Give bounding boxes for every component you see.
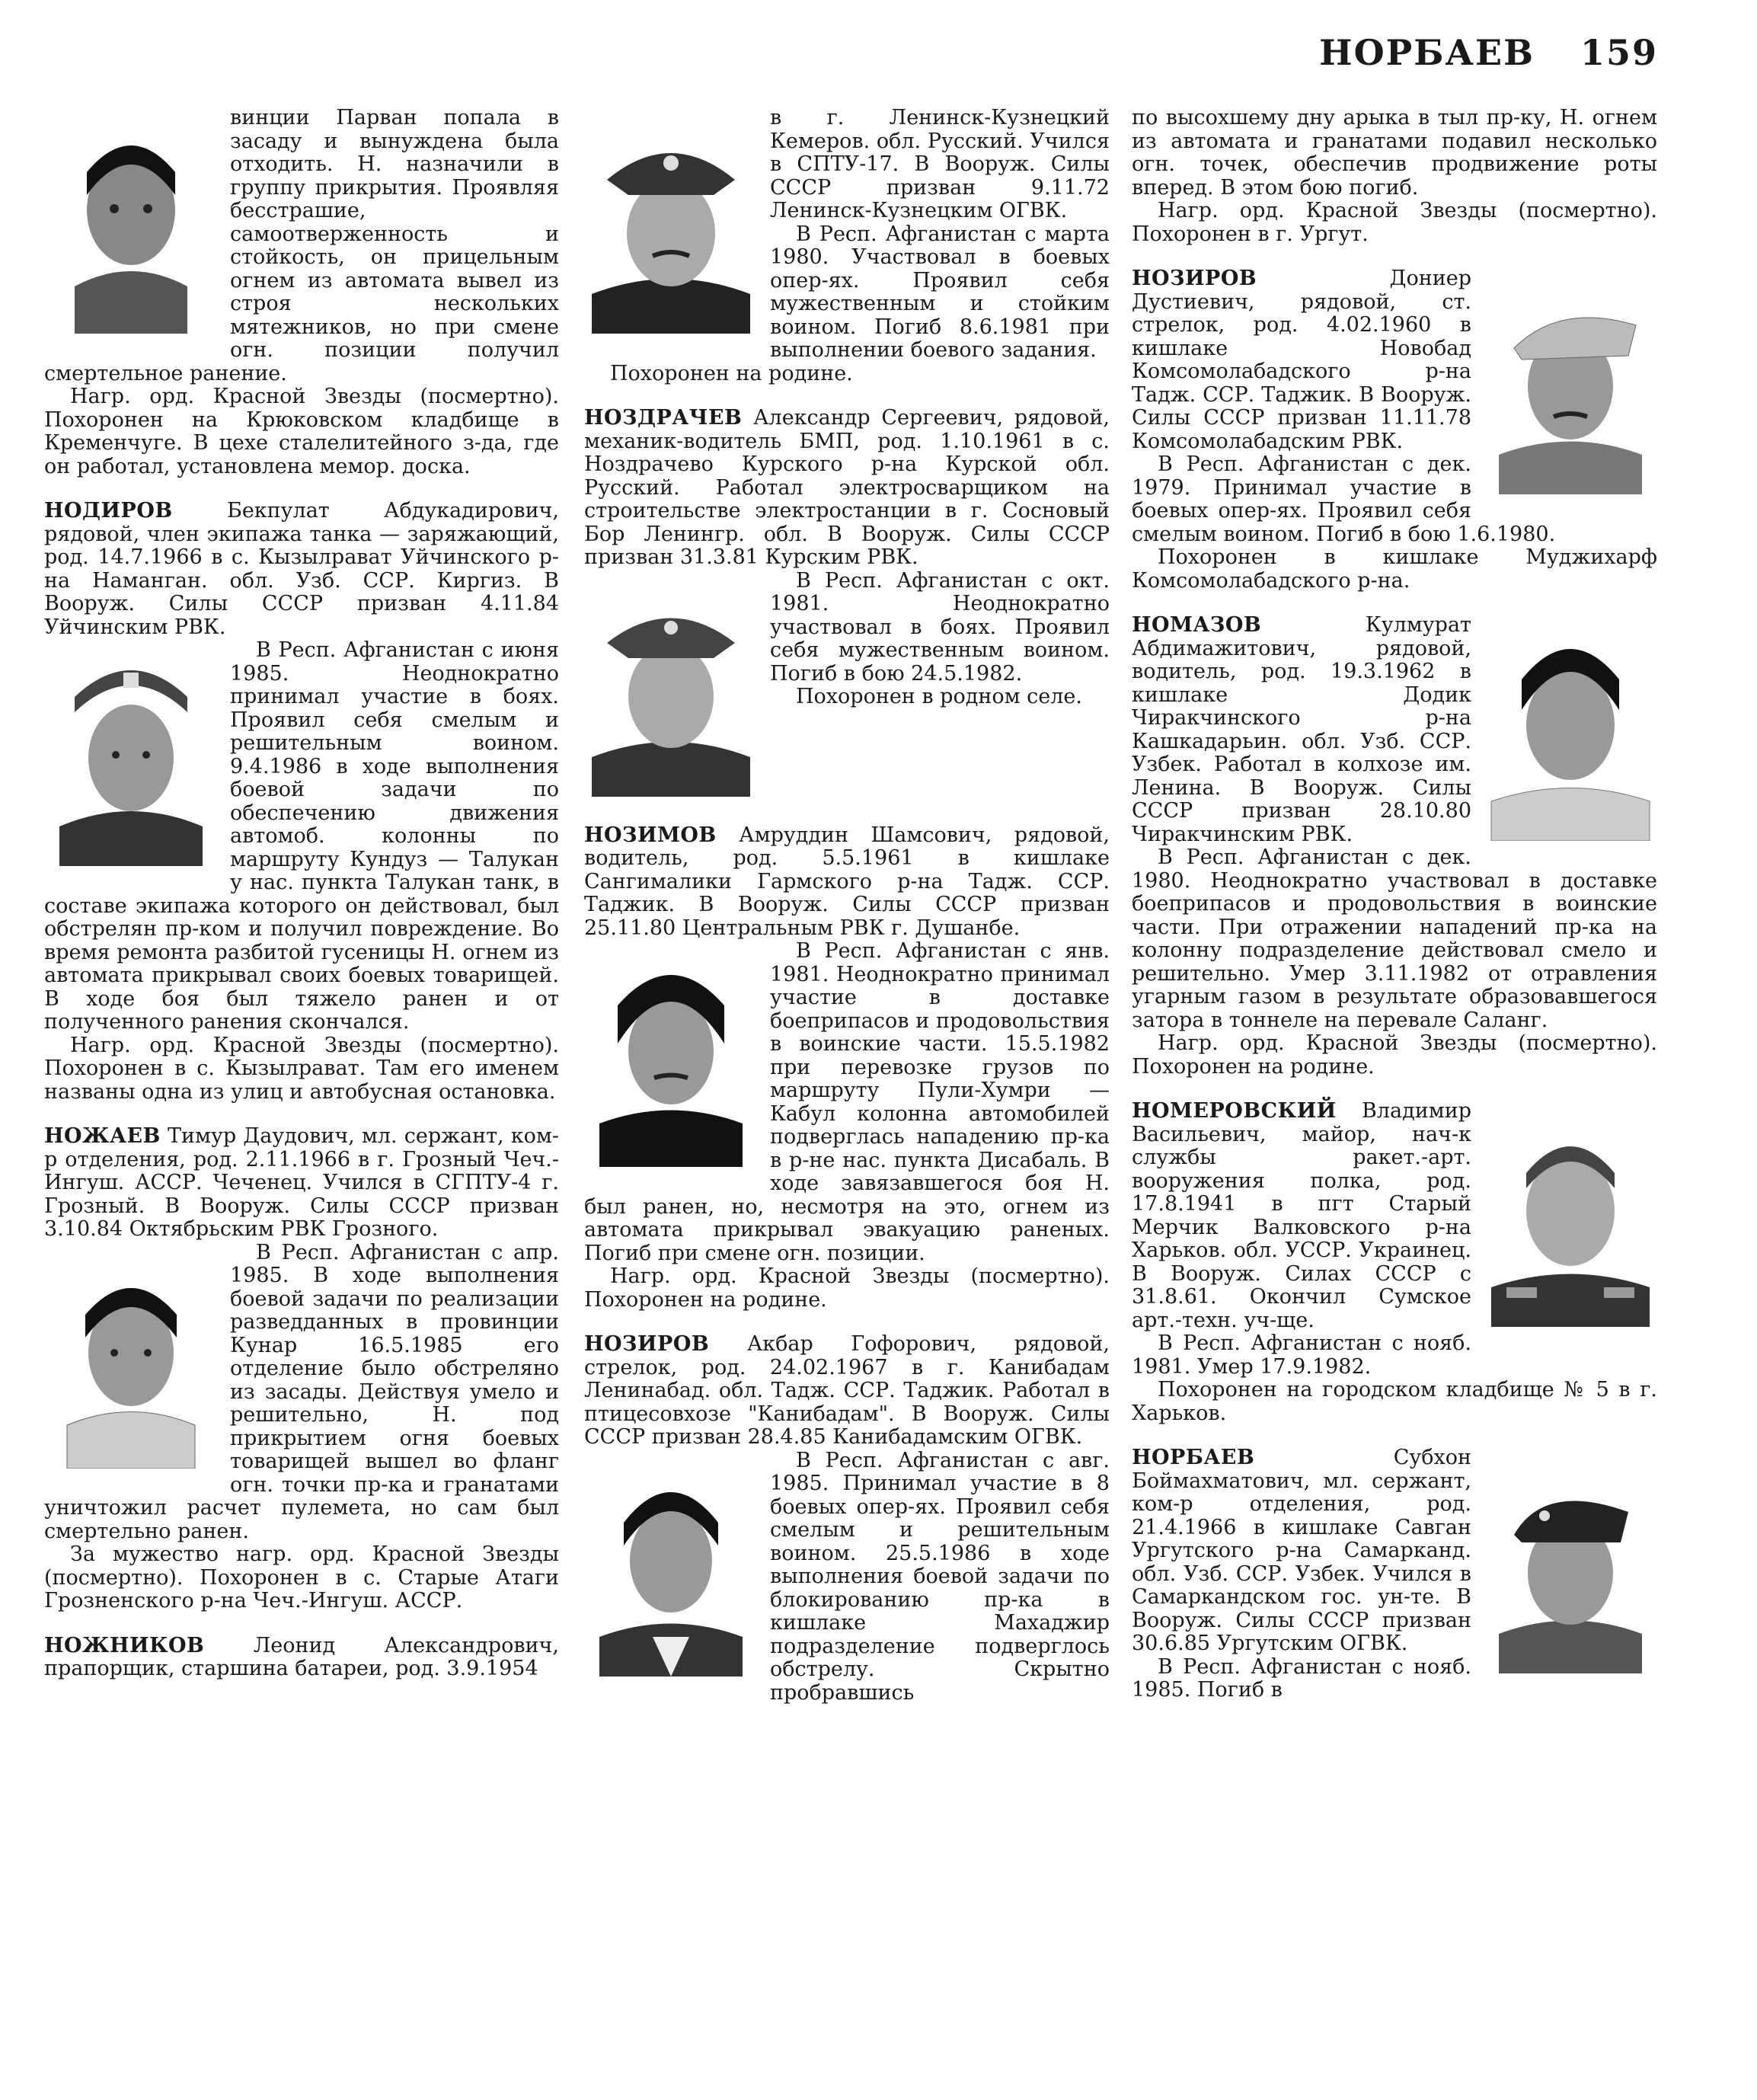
entry-norbaev <box>1132 1446 1657 1702</box>
entry-nozirov-donier <box>1132 267 1657 593</box>
running-header <box>1319 32 1658 78</box>
entry-nozdrachev <box>584 407 1110 803</box>
entry-surname: НОЖАЕВ <box>44 1124 161 1148</box>
entry-text: Нагр. орд. Красной Звезды (посмертно). Похоронен в г. Ургут. <box>1132 199 1657 246</box>
entry-surname: НОЗДРАЧЕВ <box>584 406 743 430</box>
entry-nozhaev <box>44 1125 559 1613</box>
entry-surname: НОМАЗОВ <box>1132 613 1262 637</box>
entry-continuation-leninsk <box>584 107 1110 385</box>
entry-text: в г. Ленинск-Кузнецкий Кемеров. обл. Русский. Учился в СПТУ-17. В Вооруж. Силы СССР призван 9.11.72 Ленинск-Кузнецким ОГВК. <box>770 106 1110 222</box>
entry-text: Нагр. орд. Красной Звезды (посмертно). Похоронен в с. Кызылрават. Там его именем названы одна из улиц и автобусная остановка. <box>44 1033 559 1104</box>
column-3 <box>1132 107 1657 1724</box>
portrait-photo-8 <box>1484 272 1657 494</box>
entry-text: Нагр. орд. Красной Звезды (посмертно). Похоронен на родине. <box>584 1264 1110 1312</box>
entry-text: В Респ. Афганистан с нояб. 1981. Умер 17.9.1982. <box>1132 1331 1471 1379</box>
entry-text: Александр Сергеевич, рядовой, механик-водитель БМП, род. 1.10.1961 в с. Ноздрачево Курского р-на Курской обл. Русский. Работал электросварщиком на строительстве электростанции в г. Сосновый Бор Ленингр. обл. В Вооруж. Силы СССР призван 31.3.81 Курским РВК. <box>584 406 1110 569</box>
entry-text: В Респ. Афганистан с янв. 1981. Неоднократно принимал участие в доставке боеприпасов и продовольствия в воинские части. 15.5.1982 при перевозке грузов по маршруту Пули-Хумри — Кабул колонна автомобилей подверглась нападению пр-ка в р-не нас. пункта Дисабаль. В ходе завязавшегося боя Н. был ранен, но, несмотря на это, огнем из автомата прикрывал эвакуацию раненых. Погиб при смене огн. позиции. <box>584 939 1110 1265</box>
entry-surname: НОЗИМОВ <box>584 823 717 847</box>
entry-surname: НОЗИРОВ <box>1132 267 1257 290</box>
portrait-photo-9 <box>1484 618 1657 841</box>
portrait-photo-2 <box>44 644 218 866</box>
portrait-photo-10 <box>1484 1104 1657 1327</box>
header-surname: НОРБАЕВ <box>1319 32 1535 73</box>
entry-text: В Респ. Афганистан с окт. 1981. Неоднократно участвовал в боях. Проявил себя мужественным воином. Погиб в бою 24.5.1982. <box>770 568 1110 686</box>
portrait-photo-5 <box>584 574 758 797</box>
entry-text: Субхон Боймахматович, мл. сержант, ком-р отделения, род. 21.4.1966 в кишлаке Савган Ургутского р-на Самарканд. обл. Узб. ССР. Узбек. Учился в Самаркандском гос. ун-те. В Вооруж. Силы СССР призван 30.6.85 Ургутским ОГВК. <box>1132 1446 1471 1655</box>
entry-text: За мужество нагр. орд. Красной Звезды (посмертно). Похоронен в с. Старые Атаги Грозненского р-на Чеч.-Ингуш. АССР. <box>44 1542 559 1613</box>
portrait-photo-7 <box>584 1454 758 1676</box>
entry-text: винции Парван попала в засаду и вынуждена была отходить. Н. назначили в группу прикрытия. Проявляя бесстрашие, самоотверженность и стойкость, он прицельным огнем из автомата вывел из строя нескольких мятежников, но при смене огн. позиции получил смертельное ранение. <box>44 106 559 385</box>
entry-text: Нагр. орд. Красной Звезды (посмертно). Похоронен на Крюковском кладбище в Кременчуге. В цехе сталелитейного з-да, где он работал, установлена мемор. доска. <box>44 385 559 478</box>
entry-text: В Респ. Афганистан с июня 1985. Неоднократно принимал участие в боях. Проявил себя смелым и решительным воином. 9.4.1986 в ходе выполнения боевой задачи по обеспечению движения автомоб. колонны по маршруту Кундуз — Талукан у нас. пункта Талукан танк, в составе экипажа которого он действовал, был обстрелян пр-ком и получил повреждение. Во время ремонта разбитой гусеницы Н. огнем из автомата прикрывал своих боевых товарищей. В ходе боя был тяжело ранен и от полученного ранения скончался. <box>44 638 559 1034</box>
entry-surname: НОМЕРОВСКИЙ <box>1132 1099 1337 1123</box>
entry-text: В Респ. Афганистан с марта 1980. Участвовал в боевых опер-ях. Проявил себя мужественным и стойким воином. Погиб 8.6.1981 при выполнении боевого задания. <box>770 222 1110 362</box>
entry-text: по высохшему дну арыка в тыл пр-ку, Н. огнем из автомата и гранатами подавил несколько огн. точек, обеспечив продвижение роты вперед. В этом бою погиб. <box>1132 106 1657 200</box>
entry-surname: НОЖНИКОВ <box>44 1633 205 1657</box>
entry-nozimov <box>584 824 1110 1312</box>
entry-text: Дониер Дустиевич, рядовой, ст. стрелок, род. 4.02.1960 в кишлаке Новобад Комсомолабадского р-на Тадж. ССР. Таджик. В Вооруж. Силы СССР призван 11.11.78 Комсомолабадским РВК. <box>1132 267 1471 453</box>
entry-surname: НОРБАЕВ <box>1132 1446 1255 1469</box>
column-1 <box>44 107 559 1702</box>
entry-text: В Респ. Афганистан с нояб. 1985. Погиб в <box>1132 1654 1471 1702</box>
entry-text: Кулмурат Абдимажитович, рядовой, водитель, род. 19.3.1962 в кишлаке Додик Чиракчинского р-на Кашкадарьин. обл. Узб. ССР. Узбек. Работал в колхозе им. Ленина. В Вооруж. Силы СССР призван 28.10.80 Чиракчинским РВК. <box>1132 613 1471 846</box>
portrait-photo-1 <box>44 111 218 334</box>
entry-text: В Респ. Афганистан с дек. 1980. Неоднократно участвовал в доставке боеприпасов и продовольствия в воинские части. При отражении нападений пр-ка на колонну подразделение действовал смело и решительно. Умер 3.11.1982 от отравления угарным газом в результате образовавшегося затора в тоннеле на перевале Саланг. <box>1132 845 1657 1032</box>
entry-continuation-aryk <box>1132 107 1657 246</box>
entry-nomazov <box>1132 614 1657 1079</box>
entry-text: Акбар Гофорович, рядовой, стрелок, род. 24.02.1967 в г. Канибадам Ленинабад. обл. Тадж. ССР. Таджик. Работал в птицесовхозе "Канибадам". В Вооруж. Силы СССР призван 28.4.85 Канибадамским ОГВК. <box>584 1332 1110 1449</box>
entry-text: В Респ. Афганистан с апр. 1985. В ходе выполнения боевой задачи по реализации разведданных в провинции Кунар 16.5.1985 его отделение было обстреляно из засады. Действуя умело и решительно, Н. под прикрытием огня боевых товарищей вышел во фланг огн. точки пр-ка и гранатами уничтожил расчет пулемета, но сам был смертельно ранен. <box>44 1240 559 1543</box>
portrait-photo-3 <box>44 1246 218 1469</box>
entry-text: Похоронен в родном селе. <box>796 685 1082 708</box>
entry-nomerovsky <box>1132 1100 1657 1425</box>
entry-text: В Респ. Афганистан с дек. 1979. Принимал участие в боевых опер-ях. Проявил себя смелым воином. Погиб в бою 1.6.1980. <box>1132 452 1556 546</box>
column-2 <box>584 107 1110 1726</box>
entry-text: Похоронен в кишлаке Муджихарф Комсомолабадского р-на. <box>1132 545 1657 593</box>
entry-text: Бекпулат Абдукадирович, рядовой, член экипажа танка — заряжающий, род. 14.7.1966 в с. Кызылрават Уйчинского р-на Наманган. обл. Узб. ССР. Киргиз. В Вооруж. Силы СССР призван 4.11.84 Уйчинским РВК. <box>44 499 559 639</box>
entry-text: Нагр. орд. Красной Звезды (посмертно). Похоронен на родине. <box>1132 1031 1657 1079</box>
entry-text: Похоронен на городском кладбище № 5 в г. Харьков. <box>1132 1378 1657 1425</box>
entry-nozirov-akbar <box>584 1333 1110 1705</box>
portrait-photo-4 <box>584 111 758 334</box>
entry-text: Владимир Васильевич, майор, нач-к службы ракет.-арт. вооружения полка, род. 17.8.1941 в пгт Старый Мерчик Валковского р-на Харьков. обл. УССР. Украинец. В Вооруж. Силах СССР с 31.8.61. Окончил Сумское арт.-техн. уч-ще. <box>1132 1099 1471 1332</box>
entry-nozhnikov <box>44 1635 559 1681</box>
page-number: 159 <box>1580 32 1658 73</box>
entry-text: В Респ. Афганистан с авг. 1985. Принимал участие в 8 боевых опер-ях. Проявил себя смелым и решительным воином. 25.5.1986 в ходе выполнения боевой задачи по блокированию пр-ка в кишлаке Махаджир подразделение подверглось обстрелу. Скрытно пробравшись <box>770 1448 1110 1705</box>
portrait-photo-6 <box>584 945 758 1167</box>
entry-nodirov <box>44 500 559 1104</box>
entry-text: Похоронен на родине. <box>610 361 853 385</box>
entry-text: Леонид Александрович, прапорщик, старшина батареи, род. 3.9.1954 <box>44 1633 559 1680</box>
entry-continuation-parvan <box>44 107 559 478</box>
entry-text: Амруддин Шамсович, рядовой, водитель, род. 5.5.1961 в кишлаке Сангималики Гармского р-на Тадж. ССР. Таджик. В Вооруж. Силы СССР призван 25.11.80 Центральным РВК г. Душанбе. <box>584 823 1110 940</box>
entry-surname: НОДИРОВ <box>44 499 173 523</box>
entry-surname: НОЗИРОВ <box>584 1332 710 1356</box>
portrait-photo-11 <box>1484 1451 1657 1673</box>
entry-text: Тимур Даудович, мл. сержант, ком-р отделения, род. 2.11.1966 в г. Грозный Чеч.-Ингуш. АССР. Чеченец. Учился в СГПТУ-4 г. Грозный. В Вооруж. Силы СССР призван 3.10.84 Октябрьским РВК Грозного. <box>44 1124 559 1241</box>
